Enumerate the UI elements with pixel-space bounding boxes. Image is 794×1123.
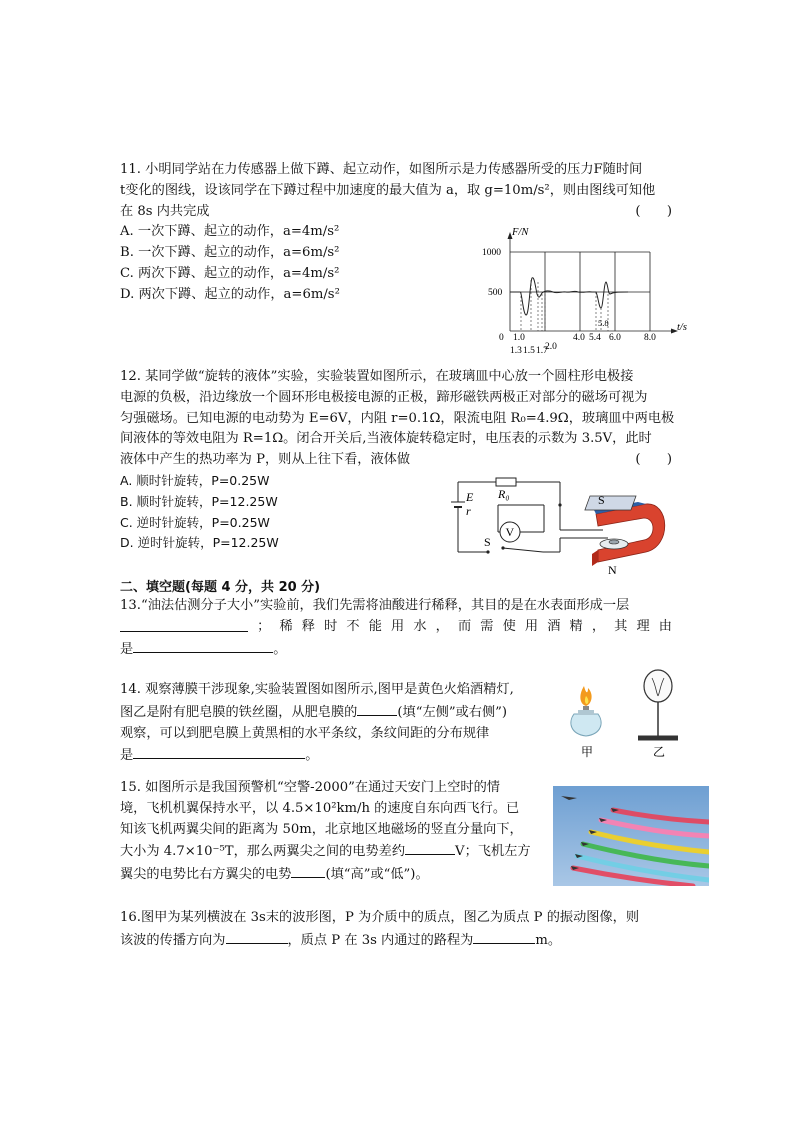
q12-option-d: D. 逆时针旋转，P=12.25W — [120, 535, 279, 551]
q12-line-4: 间液体的等效电阻为 R=1Ω。闭合开关后,当液体旋转稳定时，电压表的示数为 3.5V，此时 — [120, 431, 652, 447]
x-tick-1-0: 1.0 — [513, 333, 525, 343]
horseshoe-magnet — [585, 496, 665, 566]
graph-x-label: t/s — [677, 322, 687, 333]
x-tick-4-0: 4.0 — [573, 333, 585, 343]
q13-l2-char: 理 — [636, 618, 650, 634]
force-curve — [510, 278, 628, 315]
q12-line-1: 12. 某同学做“旋转的液体”实验，实验装置如图所示，在玻璃皿中心放一个圆柱形电极接 — [120, 369, 634, 384]
q13-l2-char: 能 — [368, 618, 382, 634]
q13-l2-char: 不 — [346, 618, 360, 634]
q15-l5-text-b: (填“高”或“低”)。 — [325, 867, 429, 883]
q14-l2-text-a: 图乙是附有肥皂膜的铁丝圈，从肥皂膜的 — [120, 704, 358, 720]
q16-line-1: 16.图甲为某列横波在 3s末的波形图，P 为介质中的质点，图乙为质点 P 的振动图像，则 — [120, 910, 640, 925]
q15-blank-1[interactable] — [405, 840, 455, 855]
q15-l4-text-b: V；飞机左方 — [455, 844, 531, 860]
q13-l2-char: ， — [435, 618, 449, 634]
q14-blank-2[interactable] — [133, 744, 305, 759]
q13-l2-char: 用 — [524, 618, 539, 634]
alcohol-lamp — [571, 686, 601, 736]
q12-line-2: 电源的负极，沿边缘放一个圆环形电极接电源的正极，蹄形磁铁两极正对部分的磁场可视为 — [120, 389, 648, 405]
question-16 — [120, 908, 672, 952]
q13-line-3 — [120, 638, 672, 661]
q13-l2-char: 使 — [502, 618, 516, 634]
x-tick-1-5: 1.5 — [523, 346, 535, 356]
q13-l2-char: 而 — [457, 618, 472, 634]
pole-plate-s — [585, 496, 636, 510]
q14-l2-text-b: (填“左侧”或右侧”) — [397, 704, 508, 720]
q16-blank-1[interactable] — [226, 929, 288, 944]
q12-line-3: 匀强磁场。已知电源的电动势为 E=6V，内阻 r=0.1Ω，限流电阻 R₀=4.9Ω，玻璃皿中两电极 — [120, 410, 675, 426]
q13-l2-char: ； — [257, 618, 271, 634]
q15-l4-text-a: 大小为 4.7×10⁻⁵T，那么两翼尖之间的电势差约 — [120, 844, 406, 860]
circuit-wires — [458, 482, 608, 552]
q16-blank-2[interactable] — [473, 929, 535, 944]
q13-l2-char: 由 — [658, 618, 672, 634]
question-15 — [120, 778, 550, 886]
q13-l3-end: 。 — [273, 641, 287, 657]
section-2-title: 二、填空题(每题 4 分，共 20 分) — [120, 580, 321, 595]
q13-l2-char: 稀 — [279, 618, 293, 634]
q13-line-2 — [120, 617, 672, 638]
y-tick-0: 0 — [499, 333, 504, 343]
q14-line-1: 14. 观察薄膜干涉现象,实验装置图如图所示,图甲是黄色火焰酒精灯, — [120, 682, 514, 697]
x-tick-1-3: 1.3 — [510, 346, 522, 356]
x-tick-2-0: 2.0 — [545, 342, 557, 352]
q13-l2-char: ， — [591, 618, 605, 634]
aircraft-formation-photo — [553, 786, 709, 886]
x-tick-5-4: 5.4 — [589, 333, 601, 343]
soap-film-wire-loop — [638, 670, 678, 738]
q11-option-c: C. 两次下蹲、起立的动作，a=4m/s² — [120, 265, 340, 281]
q11-option-b: B. 一次下蹲、起立的动作，a=6m/s² — [120, 245, 340, 261]
q11-line-3 — [120, 202, 672, 223]
q16-l2-text-b: ，质点 P 在 3s 内通过的路程为 — [287, 932, 474, 948]
q15-line-2: 境，飞机机翼保持水平，以 4.5×10²km/h 的速度自东向西飞行。已 — [120, 800, 520, 816]
q14-line-3: 观察，可以到肥皂膜上黄黑相的水平条纹，条纹间距的分布规律 — [120, 725, 490, 741]
q13-blank-2[interactable] — [133, 638, 273, 653]
q14-line-2 — [120, 701, 560, 724]
x-tick-1-7: 1.7 — [536, 346, 548, 356]
q13-l3-text: 是 — [120, 641, 134, 657]
n-pole-label: N — [608, 563, 617, 576]
resistor-r0 — [496, 478, 516, 486]
q15-line-1: 15. 如图所示是我国预警机“空警-2000”在通过天安门上空时的情 — [120, 780, 500, 795]
graph-y-label: F/N — [512, 227, 529, 238]
q16-l2-text-c: m。 — [535, 932, 562, 948]
q13-l2-char: 酒 — [547, 618, 561, 634]
q13-l2-char: 水 — [413, 618, 427, 634]
q13-l2-char: 需 — [480, 618, 494, 634]
question-14 — [120, 680, 560, 767]
x-tick-6-0: 6.0 — [609, 333, 621, 343]
internal-resistance-label: r — [466, 504, 471, 518]
q11-line-3-text: 在 8s 内共完成 — [120, 203, 210, 219]
rotating-liquid-apparatus — [448, 474, 672, 576]
q13-l2-char: 时 — [324, 618, 338, 634]
question-13 — [120, 596, 672, 660]
q13-l2-char: 释 — [301, 618, 315, 634]
r0-label: R₀ — [498, 487, 510, 501]
q11-option-d: D. 两次下蹲、起立的动作，a=6m/s² — [120, 286, 340, 302]
x-tick-5-8: 5.8 — [598, 318, 609, 328]
q14-blank-1[interactable] — [357, 701, 397, 716]
q15-blank-2[interactable] — [291, 863, 325, 878]
x-tick-8-0: 8.0 — [644, 333, 656, 343]
q12-option-a: A. 顺时针旋转，P=0.25W — [120, 472, 270, 488]
q12-line-5 — [120, 450, 672, 471]
emf-label: E — [466, 490, 474, 504]
q14-l4-end: 。 — [305, 748, 319, 764]
voltmeter-label: V — [505, 525, 515, 539]
q15-line-3: 知该飞机两翼尖间的距离为 50m，北京地区地磁场的竖直分量向下， — [120, 821, 523, 837]
q11-option-a: A. 一次下蹲、起立的动作，a=4m/s² — [120, 224, 340, 240]
y-tick-1000: 1000 — [482, 248, 501, 258]
q13-line-1: 13.“油法估测分子大小”实验前，我们先需将油酸进行稀释，其目的是在水表面形成一层 — [120, 598, 630, 613]
q15-line-5 — [120, 863, 550, 886]
q13-l2-char: 用 — [391, 618, 405, 634]
q11-line-2: t变化的图线，设该同学在下蹲过程中加速度的最大值为 a，取 g=10m/s²，则由图线可知他 — [120, 182, 656, 198]
q11-line-1: 11. 小明同学站在力传感器上做下蹲、起立动作，如图所示是力传感器所受的压力F随时间 — [120, 162, 643, 177]
s-pole-label: S — [598, 493, 605, 507]
thin-film-apparatus — [560, 666, 690, 762]
q15-l5-text-a: 翼尖的电势比右方翼尖的电势 — [120, 867, 292, 883]
q14-l4-text: 是 — [120, 748, 134, 764]
q16-line-2 — [120, 929, 672, 952]
q12-option-b: B. 顺时针旋转，P=12.25W — [120, 493, 278, 509]
q12-answer-paren: ( ) — [635, 452, 672, 468]
q11-answer-paren: ( ) — [635, 203, 672, 219]
y-tick-500: 500 — [488, 288, 503, 298]
label-yi: 乙 — [653, 745, 666, 759]
label-jia: 甲 — [581, 745, 594, 759]
q13-blank-1[interactable] — [120, 617, 248, 632]
q16-l2-text-a: 该波的传播方向为 — [120, 932, 226, 948]
q12-option-c: C. 逆时针旋转，P=0.25W — [120, 514, 270, 530]
q15-line-4 — [120, 840, 550, 863]
switch-label: S — [484, 535, 491, 549]
q13-l2-char: 精 — [569, 618, 583, 634]
force-time-graph — [478, 222, 694, 360]
q14-line-4 — [120, 744, 560, 767]
q13-l2-char: 其 — [614, 618, 628, 634]
q12-line-5-text: 液体中产生的热功率为 P，则从上往下看，液体做 — [120, 452, 411, 468]
